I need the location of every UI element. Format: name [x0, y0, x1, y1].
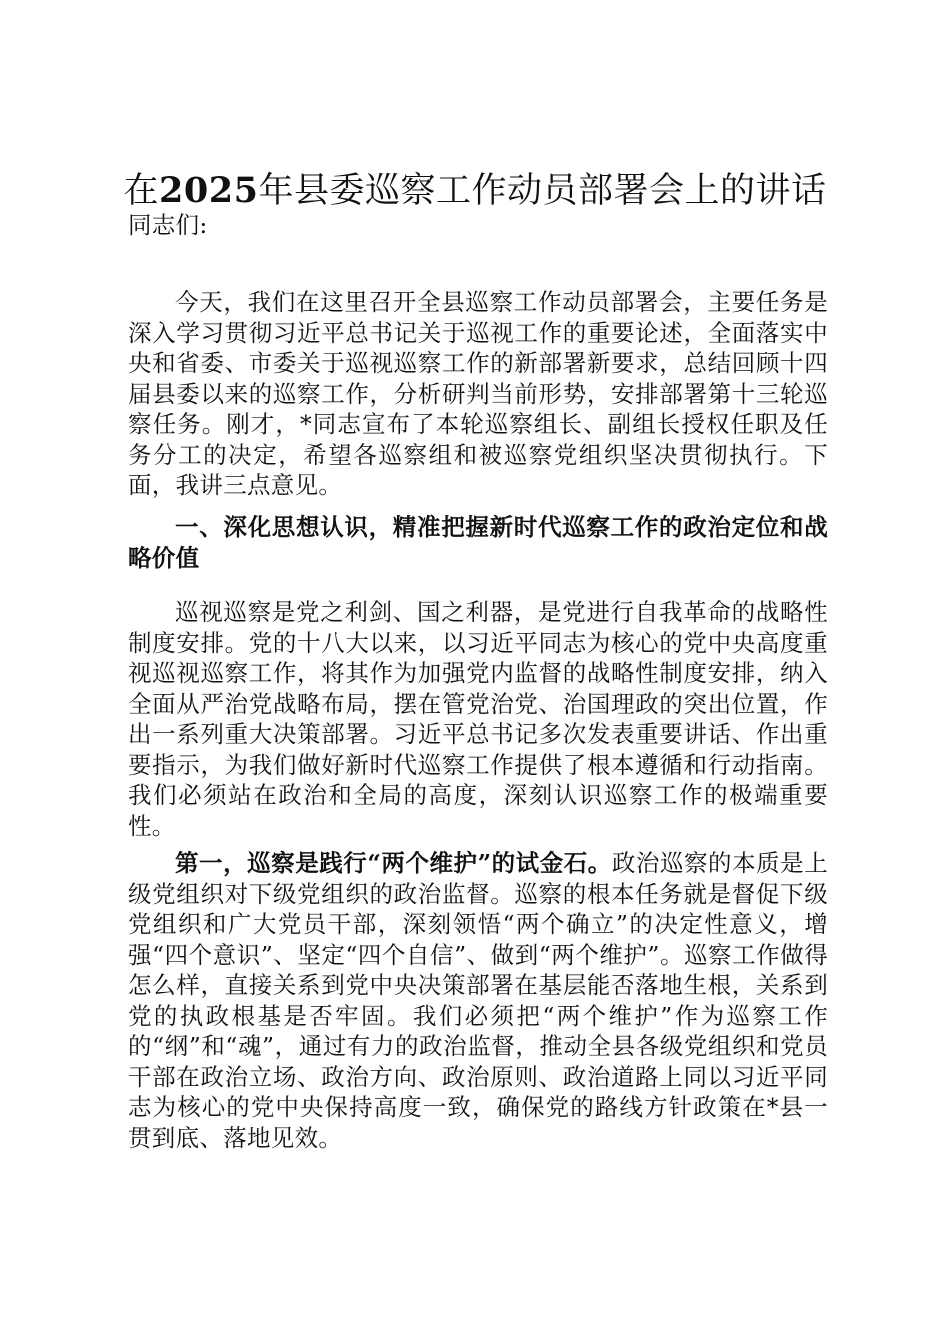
title-prefix: 在: [123, 171, 160, 211]
title-suffix: 年县委巡察工作动员部署会上的讲话: [258, 171, 827, 211]
salutation: 同志们:: [128, 211, 208, 239]
title-year: 2025: [159, 170, 259, 211]
section-heading-1: 一、深化思想认识，精准把握新时代巡察工作的政治定位和战略价值: [128, 513, 828, 572]
paragraph-intro: 今天，我们在这里召开全县巡察工作动员部署会，主要任务是深入学习贯彻习近平总书记关于巡视工作的重要论述，全面落实中央和省委、市委关于巡视巡察工作的新部署新要求，总结回顾十四届县委以来的巡察工作，分析研判当前形势，安排部署第十三轮巡察任务。刚才，*同志宣布了本轮巡察组长、副组长授权任职及任务分工的决定，希望各巡察组和被巡察党组织坚决贯彻执行。下面，我讲三点意见。: [128, 288, 828, 499]
document-title: [0, 168, 950, 214]
point-1-lead: 第一，巡察是践行“两个维护”的试金石。: [175, 849, 612, 877]
paragraph-point-1: [128, 848, 828, 1153]
paragraph-section-1: 巡视巡察是党之利剑、国之利器，是党进行自我革命的战略性制度安排。党的十八大以来，以习近平同志为核心的党中央高度重视巡视巡察工作，将其作为加强党内监督的战略性制度安排，纳入全面从严治党战略布局，摆在管党治党、治国理政的突出位置，作出一系列重大决策部署。习近平总书记多次发表重要讲话、作出重要指示，为我们做好新时代巡察工作提供了根本遵循和行动指南。我们必须站在政治和全局的高度，深刻认识巡察工作的极端重要性。: [128, 598, 828, 840]
point-1-body: 政治巡察的本质是上级党组织对下级党组织的政治监督。巡察的根本任务就是督促下级党组织和广大党员干部，深刻领悟“两个确立”的决定性意义，增强“四个意识”、坚定“四个自信”、做到“两个维护”。巡察工作做得怎么样，直接关系到党中央决策部署在基层能否落地生根，关系到党的执政根基是否牢固。我们必须把“两个维护”作为巡察工作的“纲”和“魂”，通过有力的政治监督，推动全县各级党组织和党员干部在政治立场、政治方向、政治原则、政治道路上同以习近平同志为核心的党中央保持高度一致，确保党的路线方针政策在*县一贯到底、落地见效。: [128, 849, 829, 1152]
